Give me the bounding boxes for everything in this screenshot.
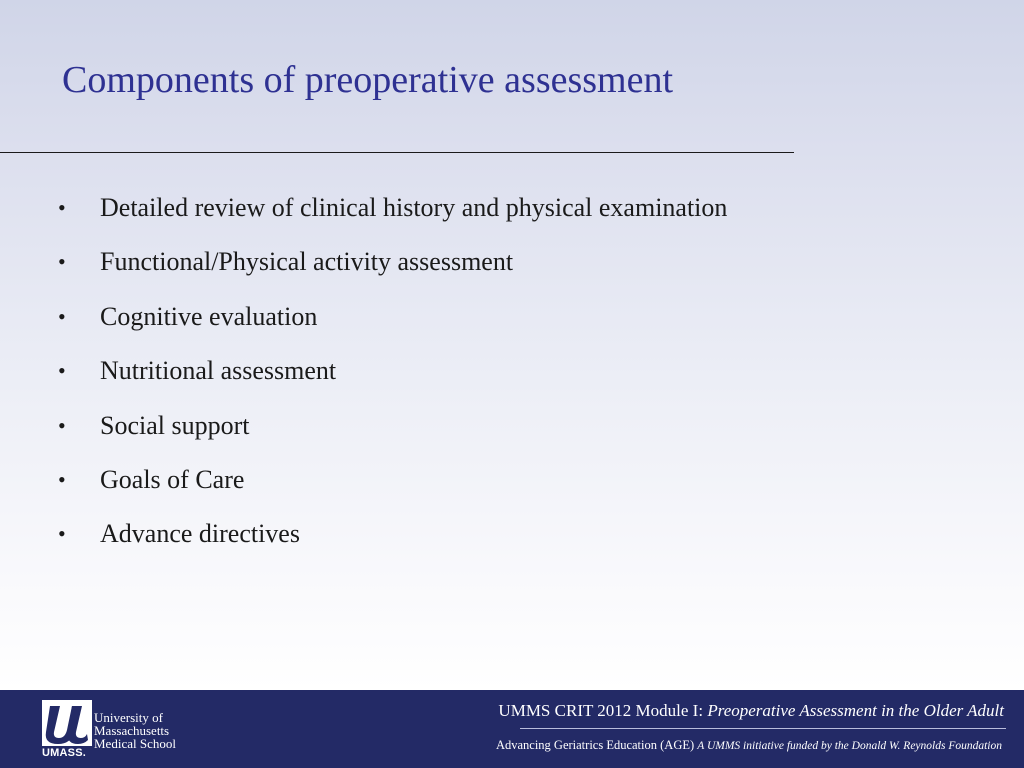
- footer-module-name: Preoperative Assessment in the Older Adult: [707, 701, 1004, 720]
- bullet-item: [58, 408, 727, 462]
- bullet-item: [58, 299, 727, 353]
- bullet-item: [58, 516, 727, 570]
- bullet-icon: •: [58, 412, 66, 438]
- footer-bar: [0, 690, 1024, 768]
- bullet-item: [58, 462, 727, 516]
- institution-name: [94, 711, 176, 750]
- bullet-text: Cognitive evaluation: [100, 301, 318, 331]
- slide-title: Components of preoperative assessment: [62, 59, 674, 101]
- bullet-icon: •: [58, 521, 66, 547]
- umass-logo-icon: [42, 700, 92, 746]
- title-divider: [0, 152, 794, 153]
- footer-divider: [520, 728, 1006, 729]
- bullet-icon: •: [58, 358, 66, 384]
- bullet-icon: •: [58, 195, 66, 220]
- footer-credits: [496, 738, 1002, 753]
- footer-module-prefix: UMMS CRIT 2012 Module I:: [498, 701, 708, 720]
- footer-credits-prefix: Advancing Geriatrics Education (AGE): [495, 738, 698, 752]
- institution-line: Massachusetts: [94, 723, 170, 738]
- bullet-icon: •: [58, 249, 66, 275]
- bullet-text: Social support: [100, 410, 250, 440]
- bullet-list: [58, 190, 727, 571]
- bullet-icon: •: [58, 303, 66, 329]
- bullet-text: Goals of Care: [100, 464, 245, 494]
- bullet-item: [58, 353, 727, 407]
- bullet-item: [58, 190, 727, 244]
- bullet-text: Nutritional assessment: [100, 356, 337, 386]
- footer-credits-funding: A UMMS initiative funded by the Donald W. Reynolds Foundation: [697, 740, 1002, 752]
- umass-wordmark: UMASS.: [42, 747, 86, 759]
- bullet-icon: •: [58, 466, 66, 492]
- bullet-text: Advance directives: [100, 519, 300, 549]
- institution-line: Medical School: [94, 736, 176, 751]
- institution-line: University of: [94, 710, 163, 725]
- umass-logo: [42, 700, 192, 760]
- footer-module-title: [498, 701, 1004, 721]
- bullet-item: [58, 244, 727, 298]
- bullet-text: Functional/Physical activity assessment: [100, 247, 514, 277]
- bullet-text: Detailed review of clinical history and physical examination: [100, 193, 728, 222]
